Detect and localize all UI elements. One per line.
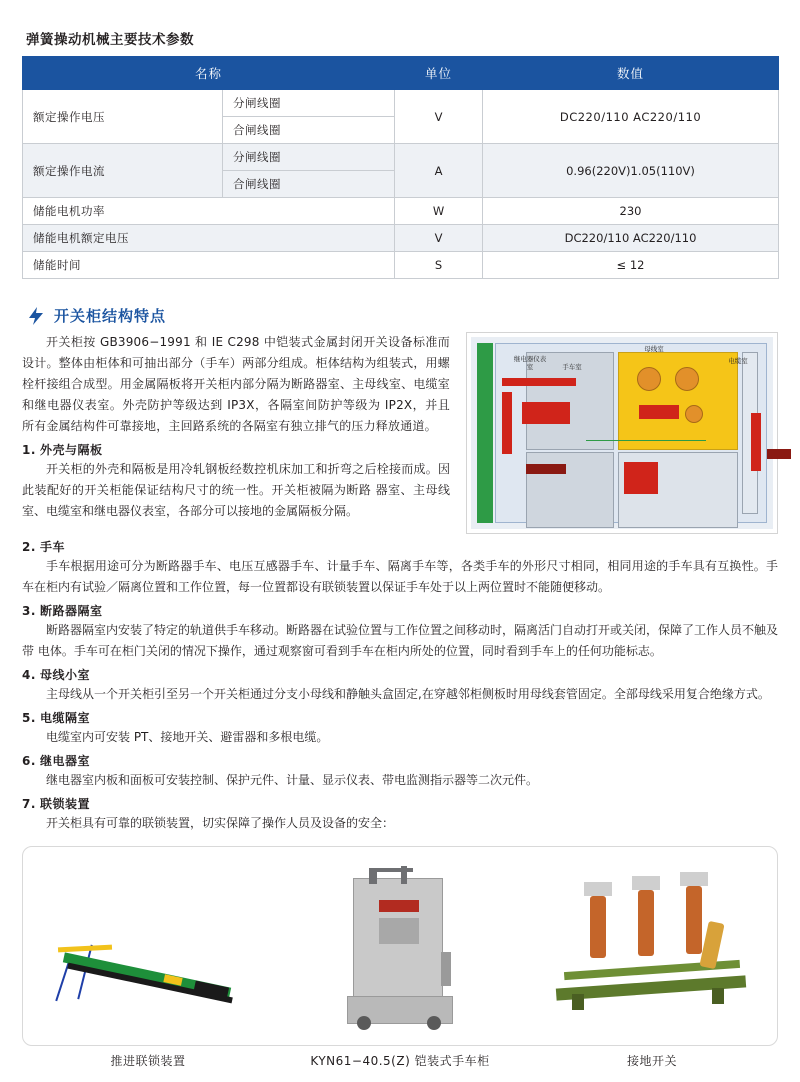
item-body-5: 电缆室内可安装 PT、接地开关、避雷器和多根电缆。 (46, 730, 329, 744)
item-body-3: 断路器隔室内安装了特定的轨道供手车移动。断路器在试验位置与工作位置之间移动时，隔离活门自动打开或关闭，保障了工作人员不触及带 电体。手车可在柜门关闭的情况下操作，通过观察窗可看到手车在柜内所处的位置，同时看到手车上的任何功能标志。 (22, 623, 779, 658)
cable-dark-bar (767, 449, 791, 459)
busbar-circle-2 (675, 367, 699, 391)
list-item (22, 666, 778, 705)
intro-paragraph: 开关柜按 GB3906−1991 和 IE C298 中铠装式金属封闭开关设备标准而设计。整体由柜体和可抽出部分（手车）两部分组成。柜体结构为组装式，用螺栓杆接组合成型。用金属隔板将开关柜内部分隔为断路器室、主母线室、电缆室和继电器仪表室。外壳防护等级达到 IP3X，各隔室间防护等级为 IP2X，并且所有金属结构件可靠接地，主回路系统的各隔室有独立排气的压力释放通道。 (22, 335, 450, 433)
terminal-2 (632, 876, 660, 890)
item-title-6: 6. 继电器室 (22, 754, 91, 768)
switch-foot-2 (712, 988, 724, 1004)
list-item (22, 538, 778, 598)
lightning-bolt-icon (26, 306, 46, 326)
table-row (23, 252, 779, 279)
row-value: DC220/110 AC220/110 (483, 90, 779, 144)
list-item (22, 752, 778, 791)
list-item (22, 709, 778, 748)
cabinet-top-bar (369, 868, 413, 872)
table-row (23, 144, 779, 171)
diagram-label-relay: 继电器仪表室 (513, 355, 547, 371)
table-title: 弹簧操动机械主要技术参数 (26, 32, 194, 48)
cabinet-door (379, 918, 419, 944)
insulator-1 (590, 896, 606, 958)
cable-red-bar (751, 413, 761, 471)
rail-yellow-bar (58, 945, 112, 953)
terminal-3 (680, 872, 708, 886)
row-name: 储能电机额定电压 (23, 225, 395, 252)
row-sub: 合闸线圈 (223, 171, 395, 198)
photo-captions (22, 1052, 778, 1069)
row-unit: A (395, 144, 483, 198)
photo-pushing-interlock (44, 866, 254, 1026)
row-value: ≤ 12 (483, 252, 779, 279)
row-name: 额定操作电流 (23, 144, 223, 198)
list-item (22, 602, 778, 662)
item-title-2: 2. 手车 (22, 540, 66, 554)
busbar-circle-3 (685, 405, 703, 423)
row-unit: V (395, 90, 483, 144)
item-title-4: 4. 母线小室 (22, 668, 91, 682)
table-row (23, 90, 779, 117)
page (0, 28, 800, 1082)
caption-1: 推进联锁装置 (110, 1054, 186, 1068)
item-title-5: 5. 电缆隔室 (22, 711, 91, 725)
row-unit: W (395, 198, 483, 225)
caption-3: 接地开关 (626, 1054, 677, 1068)
cabinet-wheel-1 (357, 1016, 371, 1030)
diagram-green-panel (477, 343, 493, 523)
list-item (22, 441, 450, 522)
insulator-2 (638, 890, 654, 956)
table-header-row (23, 57, 779, 90)
item-body-1: 开关柜的外壳和隔板是用冷轧钢板经数控机床加工和折弯之后栓接而成。因此装配好的开关柜能保证结构尺寸的统一性。开关柜被隔为断路 器室、主母线室、电缆室和继电器仪表室，各部分可以接地的金属隔板分隔。 (22, 462, 450, 518)
insulator-3 (686, 886, 702, 954)
table-row (23, 225, 779, 252)
item-body-2: 手车根据用途可分为断路器手车、电压互感器手车、计量手车、隔离手车等，各类手车的外形尺寸相同，相同用途的手车具有互换性。手 车在柜内有试验／隔离位置和工作位置，每一位置都设有联锁装置以保证手车处于以上两位置时不能随便移动。 (22, 559, 778, 594)
cabinet-diagram (466, 332, 778, 534)
handcart-red-bar-1 (502, 378, 576, 386)
handcart-dark-block (526, 464, 566, 474)
row-unit: S (395, 252, 483, 279)
item-title-3: 3. 断路器隔室 (22, 604, 103, 618)
col-header-value: 数值 (483, 57, 779, 90)
numbered-items (22, 538, 778, 834)
col-header-unit: 单位 (395, 57, 483, 90)
item-body-7: 开关柜具有可靠的联锁装置，切实保障了操作人员及设备的安全： (46, 816, 395, 830)
row-unit: V (395, 225, 483, 252)
section-title: 开关柜结构特点 (54, 307, 167, 325)
intro-text-column (22, 332, 450, 524)
diagram-cable-room (742, 352, 758, 514)
row-name: 额定操作电压 (23, 90, 223, 144)
row-value: 0.96(220V)1.05(110V) (483, 144, 779, 198)
diagram-busbar-line (586, 440, 706, 441)
photo-handcart-cabinet (295, 866, 505, 1026)
spec-table (22, 56, 779, 279)
cabinet-wheel-2 (427, 1016, 441, 1030)
item-title-7: 7. 联锁装置 (22, 797, 91, 811)
diagram-label-cable: 电缆室 (728, 357, 748, 365)
busbar-red-block (639, 405, 679, 419)
item-title-1: 1. 外壳与隔板 (22, 443, 103, 457)
diagram-busbar-room (618, 352, 738, 450)
diagram-label-handcart: 手车室 (562, 363, 582, 371)
photo-panel (22, 846, 778, 1046)
cable-room-red-block (624, 462, 658, 494)
table-row (23, 198, 779, 225)
cabinet-red-panel (379, 900, 419, 912)
busbar-circle-1 (637, 367, 661, 391)
photo-earthing-switch (546, 866, 756, 1026)
row-name: 储能时间 (23, 252, 395, 279)
row-sub: 合闸线圈 (223, 117, 395, 144)
row-value: 230 (483, 198, 779, 225)
row-name: 储能电机功率 (23, 198, 395, 225)
terminal-1 (584, 882, 612, 896)
row-value: DC220/110 AC220/110 (483, 225, 779, 252)
item-body-4: 主母线从一个开关柜引至另一个开关柜通过分支小母线和静触头盒固定,在穿越邻柜侧板时用母线套管固定。全部母线采用复合绝缘方式。 (46, 687, 770, 701)
diagram-label-busbar: 母线室 (644, 345, 664, 353)
rail-end-block (193, 981, 229, 1002)
cabinet-side-block (441, 952, 451, 986)
handcart-breaker-block (522, 402, 570, 424)
caption-2: KYN61−40.5(Z) 铠装式手车柜 (310, 1054, 490, 1068)
col-header-name: 名称 (23, 57, 395, 90)
list-item (22, 795, 778, 834)
section-heading (26, 305, 778, 326)
handcart-red-bar-2 (502, 392, 512, 454)
item-body-6: 继电器室内板和面板可安装控制、保护元件、计量、显示仪表、带电监测指示器等二次元件。 (46, 773, 539, 787)
switch-foot-1 (572, 994, 584, 1010)
row-sub: 分闸线圈 (223, 90, 395, 117)
row-sub: 分闸线圈 (223, 144, 395, 171)
intro-block (22, 332, 778, 534)
